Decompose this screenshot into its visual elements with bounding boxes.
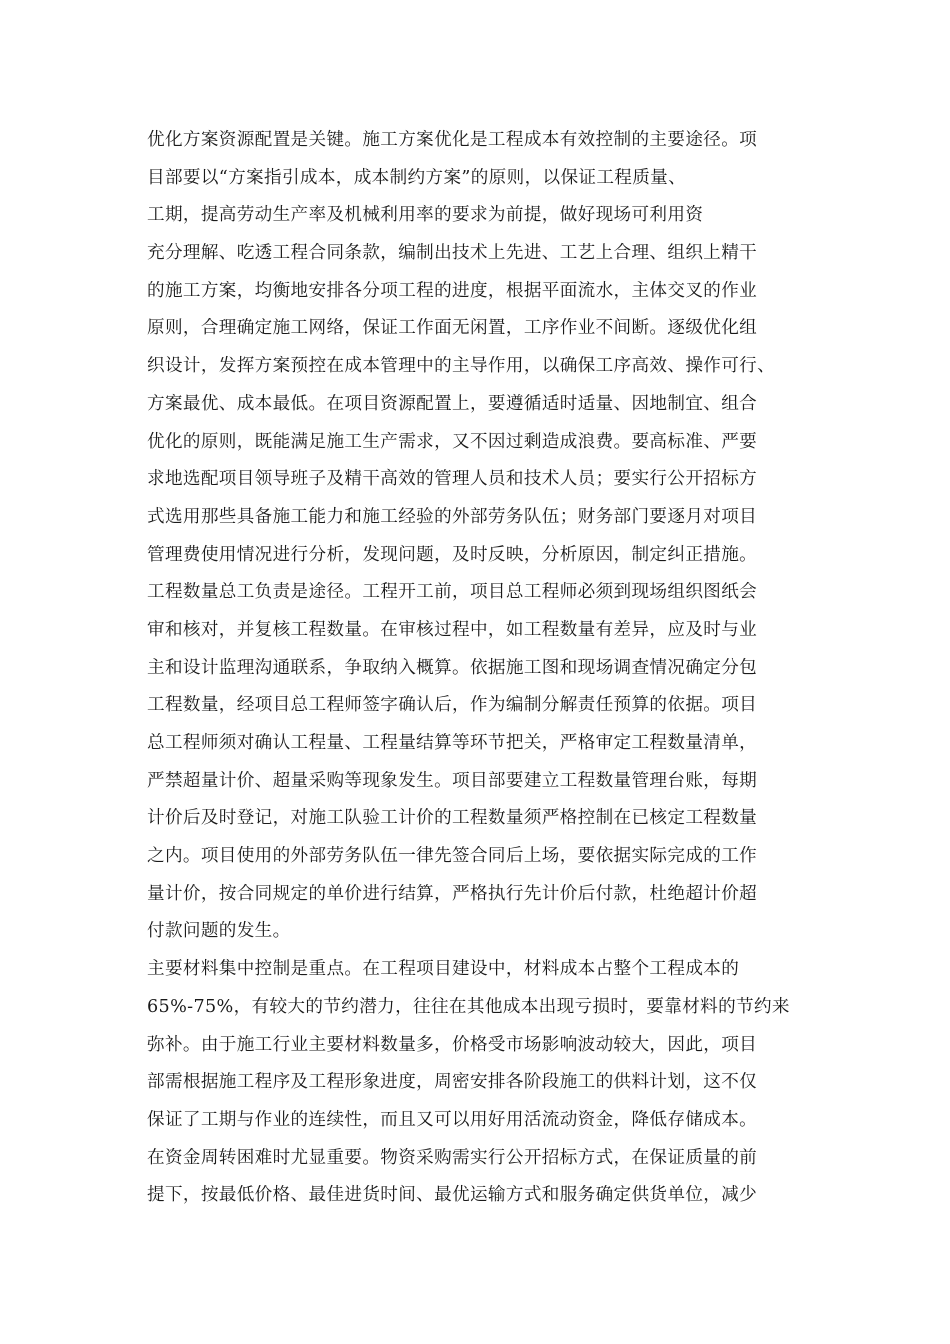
text-line: 式选用那些具备施工能力和施工经验的外部劳务队伍；财务部门要逐月对项目	[147, 506, 758, 527]
text-line: 弥补。由于施工行业主要材料数量多，价格受市场影响波动较大，因此，项目	[147, 1034, 758, 1055]
text-line: 工程数量总工负责是途径。工程开工前，项目总工程师必须到现场组织图纸会	[147, 582, 758, 603]
text-line: 65%-75%，有较大的节约潜力，往往在其他成本出现亏损时，要靠材料的节约来	[147, 996, 790, 1017]
text-line: 主要材料集中控制是重点。在工程项目建设中，材料成本占整个工程成本的	[147, 959, 740, 980]
text-line: 的施工方案，均衡地安排各分项工程的进度，根据平面流水，主体交叉的作业	[147, 280, 758, 301]
text-line: 审和核对，并复核工程数量。在审核过程中，如工程数量有差异，应及时与业	[147, 619, 758, 640]
text-line: 在资金周转困难时尤显重要。物资采购需实行公开招标方式，在保证质量的前	[147, 1147, 758, 1168]
body-text	[147, 122, 817, 1215]
text-line: 优化的原则，既能满足施工生产需求，又不因过剩造成浪费。要高标准、严要	[147, 431, 758, 452]
text-line: 主和设计监理沟通联系，争取纳入概算。依据施工图和现场调查情况确定分包	[147, 657, 758, 678]
text-line: 部需根据施工程序及工程形象进度，周密安排各阶段施工的供料计划，这不仅	[147, 1072, 758, 1093]
text-line: 总工程师须对确认工程量、工程量结算等环节把关，严格审定工程数量清单，	[147, 733, 758, 753]
text-line: 优化方案资源配置是关键。施工方案优化是工程成本有效控制的主要途径。项	[147, 130, 758, 150]
text-line: 之内。项目使用的外部劳务队伍一律先签合同后上场，要依据实际完成的工作	[147, 846, 758, 867]
text-line: 管理费使用情况进行分析，发现问题，及时反映，分析原因，制定纠正措施。	[147, 544, 758, 565]
text-line: 工期，提高劳动生产率及机械利用率的要求为前提，做好现场可利用资	[147, 205, 704, 226]
text-line: 求地选配项目领导班子及精干高效的管理人员和技术人员；要实行公开招标方	[147, 469, 758, 490]
text-line: 量计价，按合同规定的单价进行结算，严格执行先计价后付款，杜绝超计价超	[147, 883, 758, 904]
text-line: 原则，合理确定施工网络，保证工作面无闲置，工序作业不间断。逐级优化组	[147, 318, 758, 339]
text-line: 提下，按最低价格、最佳进货时间、最优运输方式和服务确定供货单位，减少	[147, 1185, 758, 1206]
text-line: 计价后及时登记，对施工队验工计价的工程数量须严格控制在已核定工程数量	[147, 808, 758, 829]
text-line: 方案最优、成本最低。在项目资源配置上，要遵循适时适量、因地制宜、组合	[147, 393, 758, 414]
text-line: 充分理解、吃透工程合同条款，编制出技术上先进、工艺上合理、组织上精干	[147, 243, 758, 264]
text-line: 保证了工期与作业的连续性，而且又可以用好用活流动资金，降低存储成本。	[147, 1109, 758, 1130]
text-line: 工程数量，经项目总工程师签字确认后，作为编制分解责任预算的依据。项目	[147, 695, 758, 716]
text-line: 严禁超量计价、超量采购等现象发生。项目部要建立工程数量管理台账，每期	[147, 770, 758, 791]
text-line: 织设计，发挥方案预控在成本管理中的主导作用，以确保工序高效、操作可行、	[147, 356, 776, 377]
text-line: 目部要以“方案指引成本，成本制约方案”的原则，以保证工程质量、	[147, 167, 687, 188]
text-line: 付款问题的发生。	[147, 921, 291, 942]
